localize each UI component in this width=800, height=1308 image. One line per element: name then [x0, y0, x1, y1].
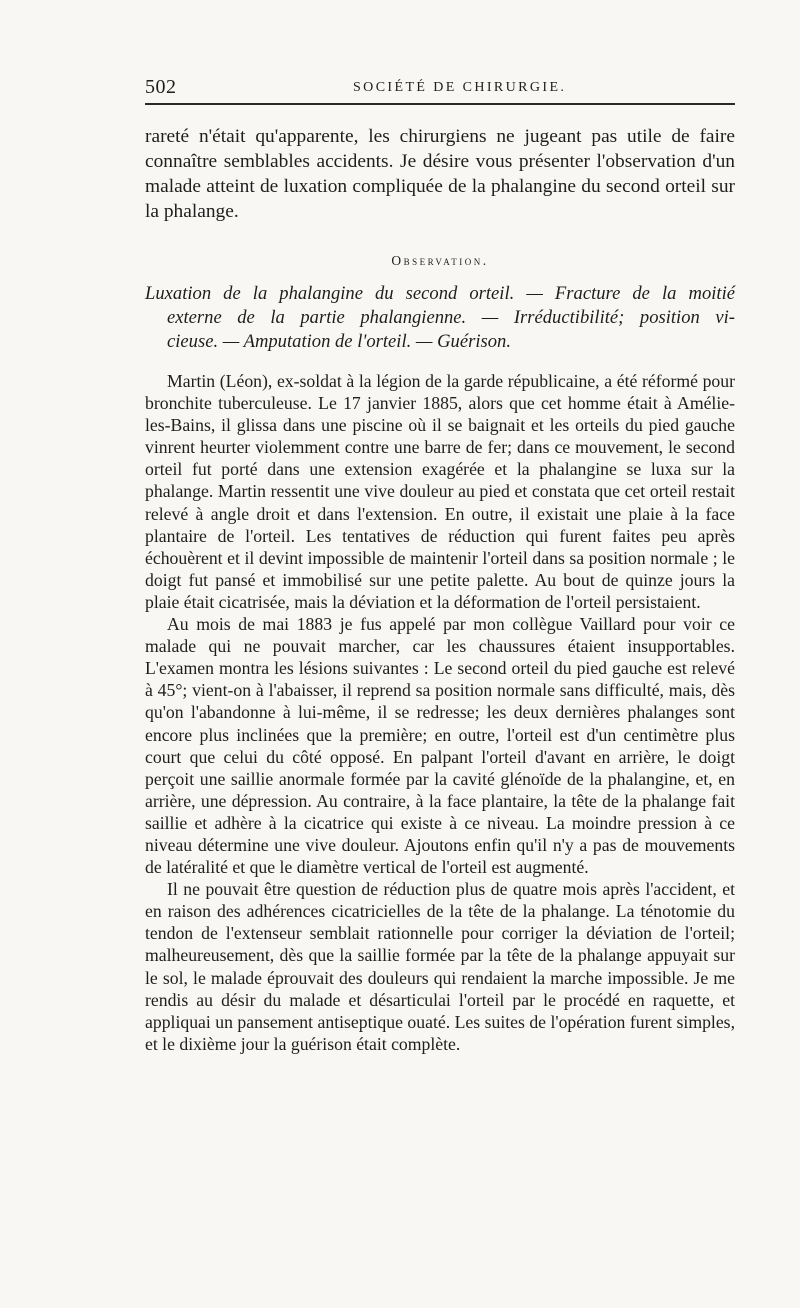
observation-heading: Observation. [391, 253, 489, 268]
body-paragraph-1: Martin (Léon), ex-soldat à la légion de la garde républicaine, a été réformé pour bronchite tuberculeuse. Le 17 janvier 1885, alors que cet homme était à Amélie-les-Bains, il glissa dans une piscine où il se baignait et les orteils du pied gauche vinrent heurter violemment contre une barre de fer; dans ce mouvement, le second orteil fut porté dans une extension exagérée et la phalangine se luxa sur la phalange. Martin ressentit une vive douleur au pied et constata que cet orteil restait relevé à angle droit et dans l'extension. En outre, il existait une plaie à la face plantaire de l'orteil. Les tentatives de réduction qui furent faites peu après échouèrent et il devint impossible de maintenir l'orteil dans sa position normale ; le doigt fut pansé et immobilisé sur une petite palette. Au bout de quinze jours la plaie était cicatrisée, mais la déviation et la déformation de l'orteil persistaient. [145, 371, 735, 612]
body-text [145, 370, 735, 1055]
intro-section [145, 124, 735, 224]
page-number: 502 [145, 76, 177, 98]
running-title: SOCIÉTÉ DE CHIRURGIE. [353, 80, 567, 95]
page-header [145, 76, 735, 102]
case-title-line-2: externe de la partie phalangienne. — Irréductibilité; position vi- [167, 307, 735, 328]
body-paragraph-3: Il ne pouvait être question de réduction plus de quatre mois après l'accident, et en raison des adhérences cicatricielles de la tête de la phalange. La ténotomie du tendon de l'extenseur semblait rationnelle pour corriger la déviation de l'orteil; malheureusement, dès que la saillie formée par la tête de la phalange appuyait sur le sol, le malade éprouvait des douleurs qui rendaient la marche impossible. Je me rendis au désir du malade et désarticulai l'orteil par le procédé en raquette, et appliquai un pansement antiseptique ouaté. Les suites de l'opération furent simples, et le dixième jour la guérison était complète. [145, 879, 735, 1054]
intro-paragraph: rareté n'était qu'apparente, les chirurgiens ne jugeant pas utile de faire connaître semblables accidents. Je désire vous présenter l'observation d'un malade atteint de luxation compliquée de la phalangine du second orteil sur la phalange. [145, 126, 735, 222]
case-title [145, 282, 735, 354]
body-paragraph-2: Au mois de mai 1883 je fus appelé par mon collègue Vaillard pour voir ce malade qui ne pouvait marcher, car les chaussures étaient insupportables. L'examen montra les lésions suivantes : Le second orteil du pied gauche est relevé à 45°; vient-on à l'abaisser, il reprend sa position normale sans difficulté, mais, dès qu'on l'abandonne à lui-même, il se redresse; les deux dernières phalanges sont encore plus inclinées que la première; en outre, l'orteil est d'un centimètre plus court que celui du côté opposé. En palpant l'orteil d'avant en arrière, le doigt perçoit une saillie anormale formée par la cavité glénoïde de la phalangine, et, en arrière, une dépression. Au contraire, à la face plantaire, la tête de la phalange fait saillie et adhère à la cicatrice qui existe à ce niveau. La moindre pression à ce niveau détermine une vive douleur. Ajoutons enfin qu'il n'y a pas de mouvements de latéralité et que le diamètre vertical de l'orteil est augmenté. [145, 614, 735, 878]
header-rule [145, 103, 735, 105]
case-title-line-1: Luxation de la phalangine du second orteil. — Fracture de la moitié [145, 283, 735, 304]
case-title-line-3: cieuse. — Amputation de l'orteil. — Guérison. [167, 331, 511, 352]
